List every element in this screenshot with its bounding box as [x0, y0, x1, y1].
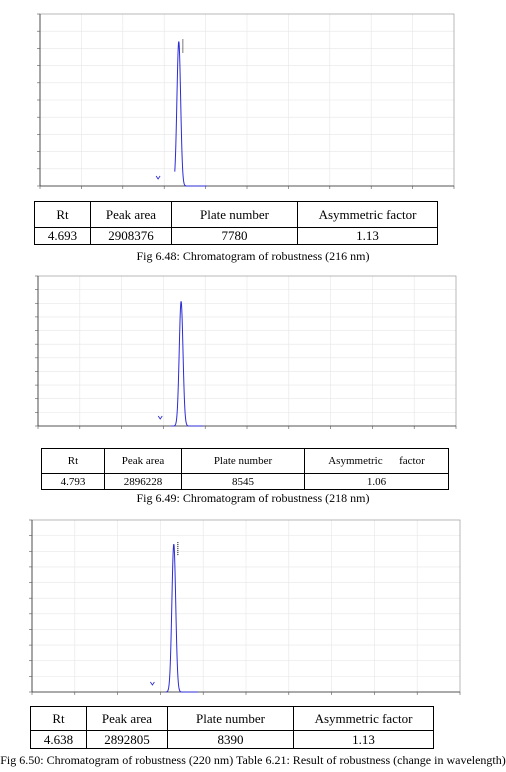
result-table-216nm	[34, 201, 438, 245]
injection-marker	[158, 416, 162, 419]
header-plate-number: Plate number	[168, 707, 294, 731]
value-peak-area: 2896228	[105, 474, 182, 490]
header-rt: Rt	[31, 707, 87, 731]
value-peak-area: 2892805	[87, 731, 168, 749]
header-plate-number: Plate number	[172, 202, 298, 228]
peak-trace	[166, 544, 198, 692]
value-asymmetric-factor: 1.13	[294, 731, 434, 749]
value-rt: 4.638	[31, 731, 87, 749]
chromatogram-218nm	[32, 272, 464, 436]
chromatogram-216nm	[28, 10, 460, 200]
value-plate-number: 7780	[172, 228, 298, 245]
value-rt: 4.793	[42, 474, 105, 490]
value-asymmetric-factor: 1.13	[298, 228, 438, 245]
result-table-218nm	[41, 448, 449, 490]
chromatogram-220nm	[24, 516, 464, 706]
injection-marker	[150, 682, 154, 685]
chromatogram-216nm-plot	[28, 10, 460, 200]
figure-caption: Fig 6.50: Chromatogram of robustness (220 nm) Table 6.21: Result of robustness (change in wavelength)	[0, 753, 506, 767]
header-peak-area: Peak area	[105, 449, 182, 474]
value-rt: 4.693	[35, 228, 91, 245]
chromatogram-220nm-plot	[24, 516, 464, 706]
peak-trace	[175, 42, 207, 186]
header-plate-number: Plate number	[182, 449, 305, 474]
chromatogram-218nm-plot	[32, 272, 464, 436]
header-rt: Rt	[42, 449, 105, 474]
value-plate-number: 8545	[182, 474, 305, 490]
figure-caption: Fig 6.49: Chromatogram of robustness (218 nm)	[136, 491, 370, 505]
result-table-220nm	[30, 706, 434, 749]
peak-trace	[171, 302, 203, 426]
header-peak-area: Peak area	[91, 202, 172, 228]
header-peak-area: Peak area	[87, 707, 168, 731]
injection-marker	[156, 176, 160, 179]
header-asymmetric-factor: Asymmetric factor	[298, 202, 438, 228]
figure-caption: Fig 6.48: Chromatogram of robustness (216 nm)	[136, 249, 370, 263]
header-rt: Rt	[35, 202, 91, 228]
header-asymmetric-factor: Asymmetric factor	[305, 449, 449, 474]
value-plate-number: 8390	[168, 731, 294, 749]
header-asymmetric-factor: Asymmetric factor	[294, 707, 434, 731]
value-peak-area: 2908376	[91, 228, 172, 245]
value-asymmetric-factor: 1.06	[305, 474, 449, 490]
